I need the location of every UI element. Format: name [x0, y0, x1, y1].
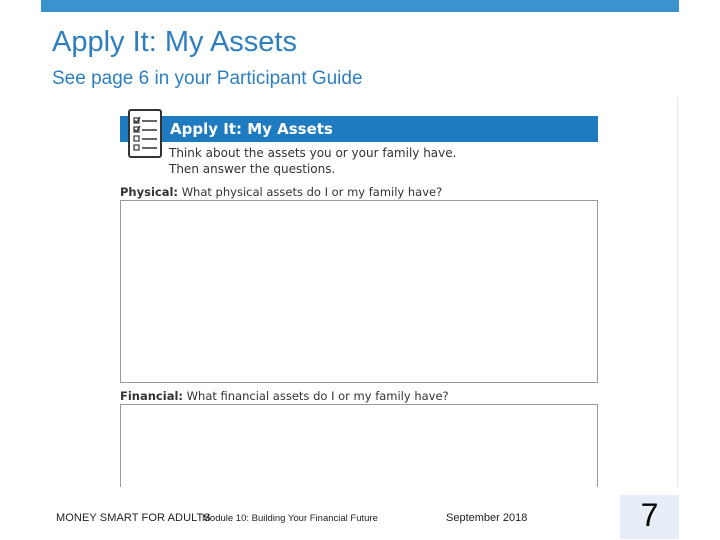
- worksheet-banner-title: Apply It: My Assets: [170, 120, 333, 138]
- footer-brand: MONEY SMART FOR ADULTS: [56, 512, 211, 524]
- question-financial-label: Financial:: [120, 389, 183, 403]
- answer-box-financial: [120, 404, 598, 487]
- question-financial-text: What financial assets do I or my family have?: [186, 389, 449, 403]
- top-accent-bar: [41, 0, 679, 12]
- slide-subtitle: See page 6 in your Participant Guide: [52, 68, 363, 89]
- worksheet-image: [110, 97, 678, 487]
- footer-date: September 2018: [446, 512, 528, 524]
- question-physical-text: What physical assets do I or my family have?: [181, 185, 443, 199]
- worksheet-banner: [120, 116, 598, 142]
- page-number: 7: [640, 497, 659, 533]
- answer-box-physical: [120, 200, 598, 383]
- footer-module: Module 10: Building Your Financial Future: [202, 513, 378, 524]
- checklist-icon: [128, 109, 162, 158]
- worksheet-instruction-line-1: Think about the assets you or your family have.: [169, 146, 457, 160]
- slide-title: Apply It: My Assets: [52, 26, 297, 58]
- question-physical: [120, 185, 442, 199]
- question-financial: [120, 389, 449, 403]
- page-number-box: [620, 495, 679, 539]
- worksheet-instruction-line-2: Then answer the questions.: [169, 162, 336, 176]
- question-physical-label: Physical:: [120, 185, 179, 199]
